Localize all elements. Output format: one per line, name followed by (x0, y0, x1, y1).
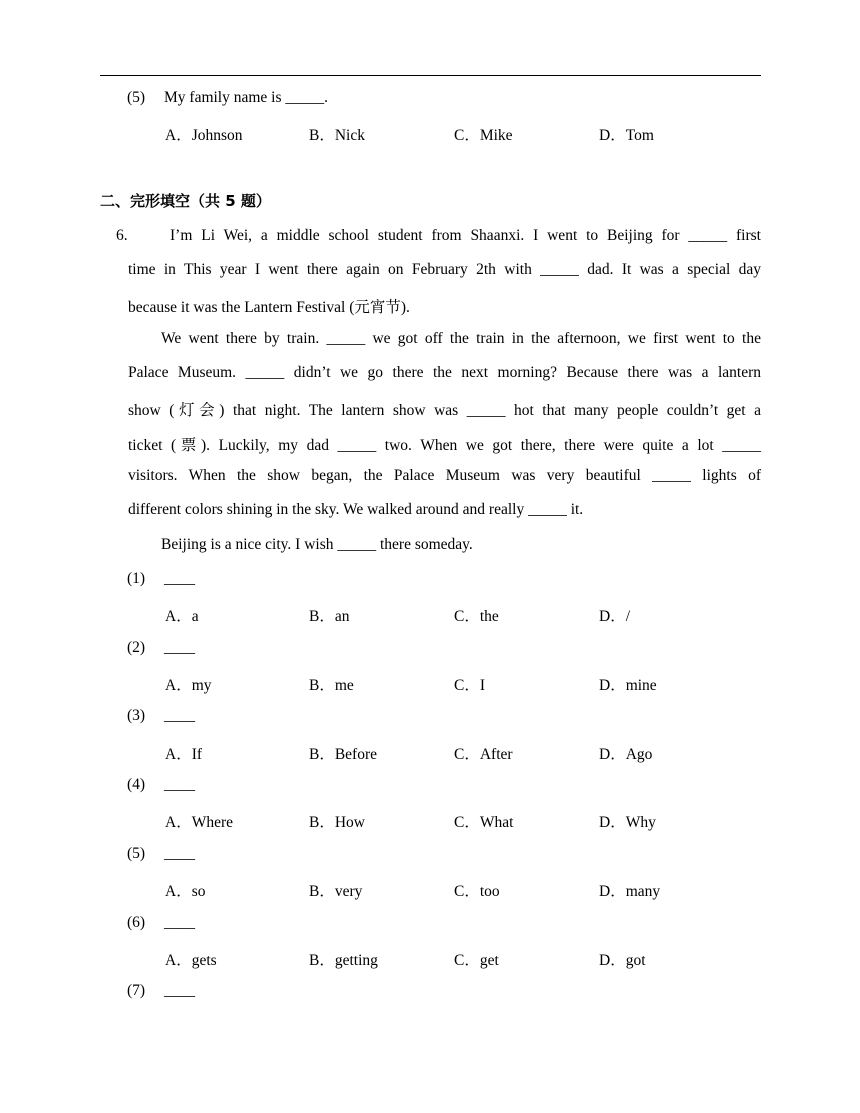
passage-line: because it was the Lantern Festival (元宵节). (128, 299, 410, 316)
option-c[interactable]: C．get (454, 952, 499, 969)
question-number: (3) (127, 707, 146, 724)
option-b[interactable]: B．Before (309, 746, 378, 763)
answer-blank: ____ (164, 707, 195, 724)
passage-line: Palace Museum. _____ didn’t we go there the next morning? Because there was a lantern (128, 364, 761, 381)
option-d[interactable]: D．many (599, 883, 661, 900)
passage-line: visitors. When the show began, the Palace Museum was very beautiful _____ lights of (128, 467, 761, 484)
prev-option-b[interactable]: B．Nick (309, 127, 365, 144)
prev-option-a[interactable]: A．Johnson (165, 127, 243, 144)
question-number: (4) (127, 776, 146, 793)
option-b[interactable]: B．an (309, 608, 350, 625)
answer-blank: ____ (164, 845, 195, 862)
passage-line: different colors shining in the sky. We walked around and really _____ it. (128, 501, 584, 518)
passage-line: time in This year I went there again on February 2th with _____ dad. It was a special day (128, 261, 761, 278)
question-number: (5) (127, 845, 146, 862)
question-number: (7) (127, 982, 146, 999)
prev-question-stem: My family name is _____. (164, 89, 329, 106)
answer-blank: ____ (164, 914, 195, 931)
option-a[interactable]: A．a (165, 608, 199, 625)
option-d[interactable]: D．/ (599, 608, 631, 625)
option-b[interactable]: B．me (309, 677, 354, 694)
option-c[interactable]: C．After (454, 746, 513, 763)
option-d[interactable]: D．got (599, 952, 646, 969)
question-number: (6) (127, 914, 146, 931)
answer-blank: ____ (164, 776, 195, 793)
passage-line: I’m Li Wei, a middle school student from Shaanxi. I went to Beijing for _____ first (170, 227, 761, 244)
question-number: (1) (127, 570, 146, 587)
question-number: (2) (127, 639, 146, 656)
prev-option-c[interactable]: C．Mike (454, 127, 513, 144)
answer-blank: ____ (164, 570, 195, 587)
option-a[interactable]: A．my (165, 677, 212, 694)
passage-number: 6. (116, 227, 128, 244)
option-a[interactable]: A．gets (165, 952, 217, 969)
option-c[interactable]: C．too (454, 883, 500, 900)
answer-blank: ____ (164, 639, 195, 656)
option-c[interactable]: C．I (454, 677, 486, 694)
option-a[interactable]: A．Where (165, 814, 233, 831)
prev-question-number: (5) (127, 89, 146, 106)
option-a[interactable]: A．so (165, 883, 206, 900)
prev-option-d[interactable]: D．Tom (599, 127, 654, 144)
passage-line: show (灯会) that night. The lantern show was _____ hot that many people couldn’t get a (128, 402, 761, 419)
option-d[interactable]: D．Ago (599, 746, 653, 763)
section-title: 二、完形填空（共 5 题） (100, 192, 271, 210)
answer-blank: ____ (164, 982, 195, 999)
option-a[interactable]: A．If (165, 746, 203, 763)
option-b[interactable]: B．very (309, 883, 363, 900)
passage-line: Beijing is a nice city. I wish _____ there someday. (161, 536, 473, 553)
option-c[interactable]: C．the (454, 608, 499, 625)
option-d[interactable]: D．Why (599, 814, 656, 831)
option-b[interactable]: B．getting (309, 952, 378, 969)
option-d[interactable]: D．mine (599, 677, 657, 694)
passage-line: We went there by train. _____ we got off the train in the afternoon, we first went to the (161, 330, 761, 347)
option-b[interactable]: B．How (309, 814, 365, 831)
header-rule (100, 75, 761, 76)
passage-line: ticket (票). Luckily, my dad _____ two. When we got there, there were quite a lot _____ (128, 437, 761, 454)
option-c[interactable]: C．What (454, 814, 514, 831)
